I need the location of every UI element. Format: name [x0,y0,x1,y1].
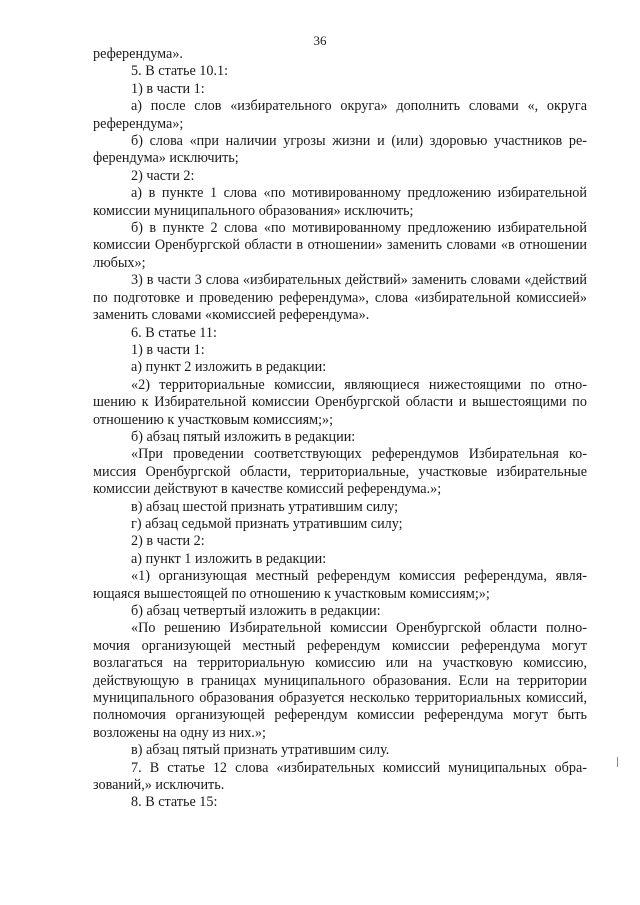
paragraph: референдума». [93,46,183,62]
paragraph: 1) в части 1: [131,80,205,97]
paragraph: г) абзац седьмой признать утратившим силу; [131,515,403,532]
paragraph: 8. В статье 15: [131,794,218,811]
paragraph: «При проведении соответствующих референдумов Избирательная комиссия Оренбургской области, территориальные, участковые избирательные комиссии действуют в качестве комиссий референдума.»; [93,446,587,498]
paragraph: 3) в части 3 слова «избирательных действий» заменить словами «действий по подготовке и проведению референдума», слова «избирательной комиссией» заменить словами «комиссией референдума». [93,272,587,324]
paragraph: 7. В статье 12 слова «избирательных комиссий муниципальных образований,» исключить. [93,759,587,794]
page-number: 36 [313,33,327,48]
paragraph: а) после слов «избирательного округа» дополнить словами «, округа референдума»; [93,98,587,132]
paragraph: 2) в части 2: [131,533,205,550]
paragraph: б) абзац четвертый изложить в редакции: [131,603,381,619]
paragraph: 1) в части 1: [131,341,205,358]
paragraph: в) абзац пятый признать утратившим силу. [131,742,390,759]
paragraph: «По решению Избирательной комиссии Оренбургской области полномочия организующей местный референдум комиссии референдума могут возлагаться на территориальную комиссию или на участковую комиссию, действующую в границах муниципального образования. Если на территории муниципального образования образуется несколько территориальных комиссий, полномочия организующей референдум комиссии референдума могут быть возложены на одну из них.»; [93,620,587,741]
document-body [93,46,587,812]
paragraph: в) абзац шестой признать утратившим силу; [131,498,399,515]
paragraph: а) в пункте 1 слова «по мотивированному предложению избирательной комиссии муниципального образования» исключить; [93,185,587,219]
paragraph: б) в пункте 2 слова «по мотивированному предложению избирательной комиссии Оренбургской области в отношении» заменить словами «в отношении любых»; [93,220,587,271]
paragraph: «1) организующая местный референдум комиссия референдума, являющаяся вышестоящей по отношению к участковым комиссиям;»; [93,568,587,602]
paragraph: а) пункт 1 изложить в редакции: [131,550,327,567]
paragraph: «2) территориальные комиссии, являющиеся нижестоящими по отношению к Избирательной комиссии Оренбургской области и вышестоящими по отношению к участковым комиссиям;»; [93,376,587,428]
paragraph: б) абзац пятый изложить в редакции: [131,428,356,445]
margin-mark [617,757,618,767]
paragraph: а) пункт 2 изложить в редакции: [131,359,327,376]
paragraph: б) слова «при наличии угрозы жизни и (или) здоровью участников референдума» исключить; [93,133,587,167]
paragraph: 2) части 2: [131,167,195,184]
paragraph: 6. В статье 11: [131,324,217,341]
paragraph: 5. В статье 10.1: [131,63,229,80]
